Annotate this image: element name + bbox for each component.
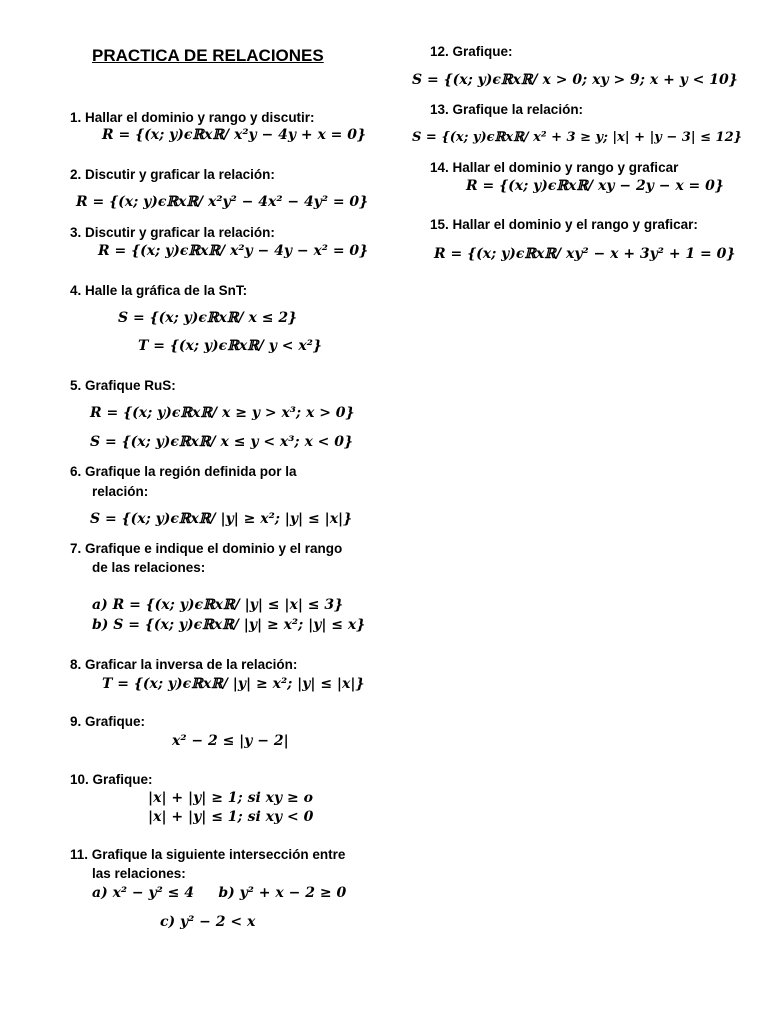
question-8-text: 8. Graficar la inversa de la relación:	[70, 657, 298, 672]
question-11-formula-ab: a) x² − y² ≤ 4 b) y² + x − 2 ≥ 0	[92, 885, 347, 901]
question-6-formula: S = {(x; y)ϵℝxℝ/ |y| ≥ x²; |y| ≤ |x|}	[90, 511, 353, 527]
question-2-text: 2. Discutir y graficar la relación:	[70, 167, 275, 182]
question-7-formula-a: a) R = {(x; y)ϵℝxℝ/ |y| ≤ |x| ≤ 3}	[92, 597, 344, 613]
question-5-text: 5. Grafique RuS:	[70, 378, 176, 393]
question-15-formula: R = {(x; y)ϵℝxℝ/ xy² − x + 3y² + 1 = 0}	[434, 246, 736, 262]
question-5-formula-s: S = {(x; y)ϵℝxℝ/ x ≤ y < x³; x < 0}	[90, 434, 354, 450]
question-12-formula: S = {(x; y)ϵℝxℝ/ x > 0; xy > 9; x + y < 10}	[412, 72, 738, 88]
question-11-text-cont: las relaciones:	[92, 866, 186, 881]
question-4-formula-t: T = {(x; y)ϵℝxℝ/ y < x²}	[138, 338, 322, 354]
question-5-formula-r: R = {(x; y)ϵℝxℝ/ x ≥ y > x³; x > 0}	[90, 405, 355, 421]
question-7-formula-b: b) S = {(x; y)ϵℝxℝ/ |y| ≥ x²; |y| ≤ x}	[92, 617, 366, 633]
question-12-text: 12. Grafique:	[430, 44, 513, 59]
question-10-text: 10. Grafique:	[70, 772, 153, 787]
question-9-formula: x² − 2 ≤ |y − 2|	[172, 733, 289, 749]
question-6-text: 6. Grafique la región definida por la	[70, 464, 297, 479]
question-10-formula-2: |x| + |y| ≤ 1; si xy < 0	[148, 809, 314, 825]
question-13-formula: S = {(x; y)ϵℝxℝ/ x² + 3 ≥ y; |x| + |y − 3| ≤ 12}	[412, 130, 742, 145]
question-15-text: 15. Hallar el dominio y el rango y graficar:	[430, 217, 698, 232]
question-14-text: 14. Hallar el dominio y rango y graficar	[430, 160, 679, 175]
question-1-text: 1. Hallar el dominio y rango y discutir:	[70, 110, 315, 125]
question-7-text-cont: de las relaciones:	[92, 560, 206, 575]
question-8-formula: T = {(x; y)ϵℝxℝ/ |y| ≥ x²; |y| ≤ |x|}	[102, 676, 365, 692]
question-4-formula-s: S = {(x; y)ϵℝxℝ/ x ≤ 2}	[118, 310, 298, 326]
question-3-text: 3. Discutir y graficar la relación:	[70, 225, 275, 240]
question-7-text: 7. Grafique e indique el dominio y el rango	[70, 541, 343, 556]
question-4-text: 4. Halle la gráfica de la SnT:	[70, 283, 248, 298]
question-9-text: 9. Grafique:	[70, 714, 146, 729]
question-6-text-cont: relación:	[92, 484, 149, 499]
question-11-text: 11. Grafique la siguiente intersección entre	[70, 847, 346, 862]
question-3-formula: R = {(x; y)ϵℝxℝ/ x²y − 4y − x² = 0}	[98, 243, 369, 259]
page-title: PRACTICA DE RELACIONES	[92, 46, 324, 65]
question-1-formula: R = {(x; y)ϵℝxℝ/ x²y − 4y + x = 0}	[102, 127, 367, 143]
question-13-text: 13. Grafique la relación:	[430, 102, 584, 117]
question-10-formula-1: |x| + |y| ≥ 1; si xy ≥ o	[148, 790, 313, 806]
question-2-formula: R = {(x; y)ϵℝxℝ/ x²y² − 4x² − 4y² = 0}	[76, 194, 369, 210]
question-11-formula-c: c) y² − 2 < x	[160, 914, 256, 930]
question-14-formula: R = {(x; y)ϵℝxℝ/ xy − 2y − x = 0}	[466, 178, 724, 194]
